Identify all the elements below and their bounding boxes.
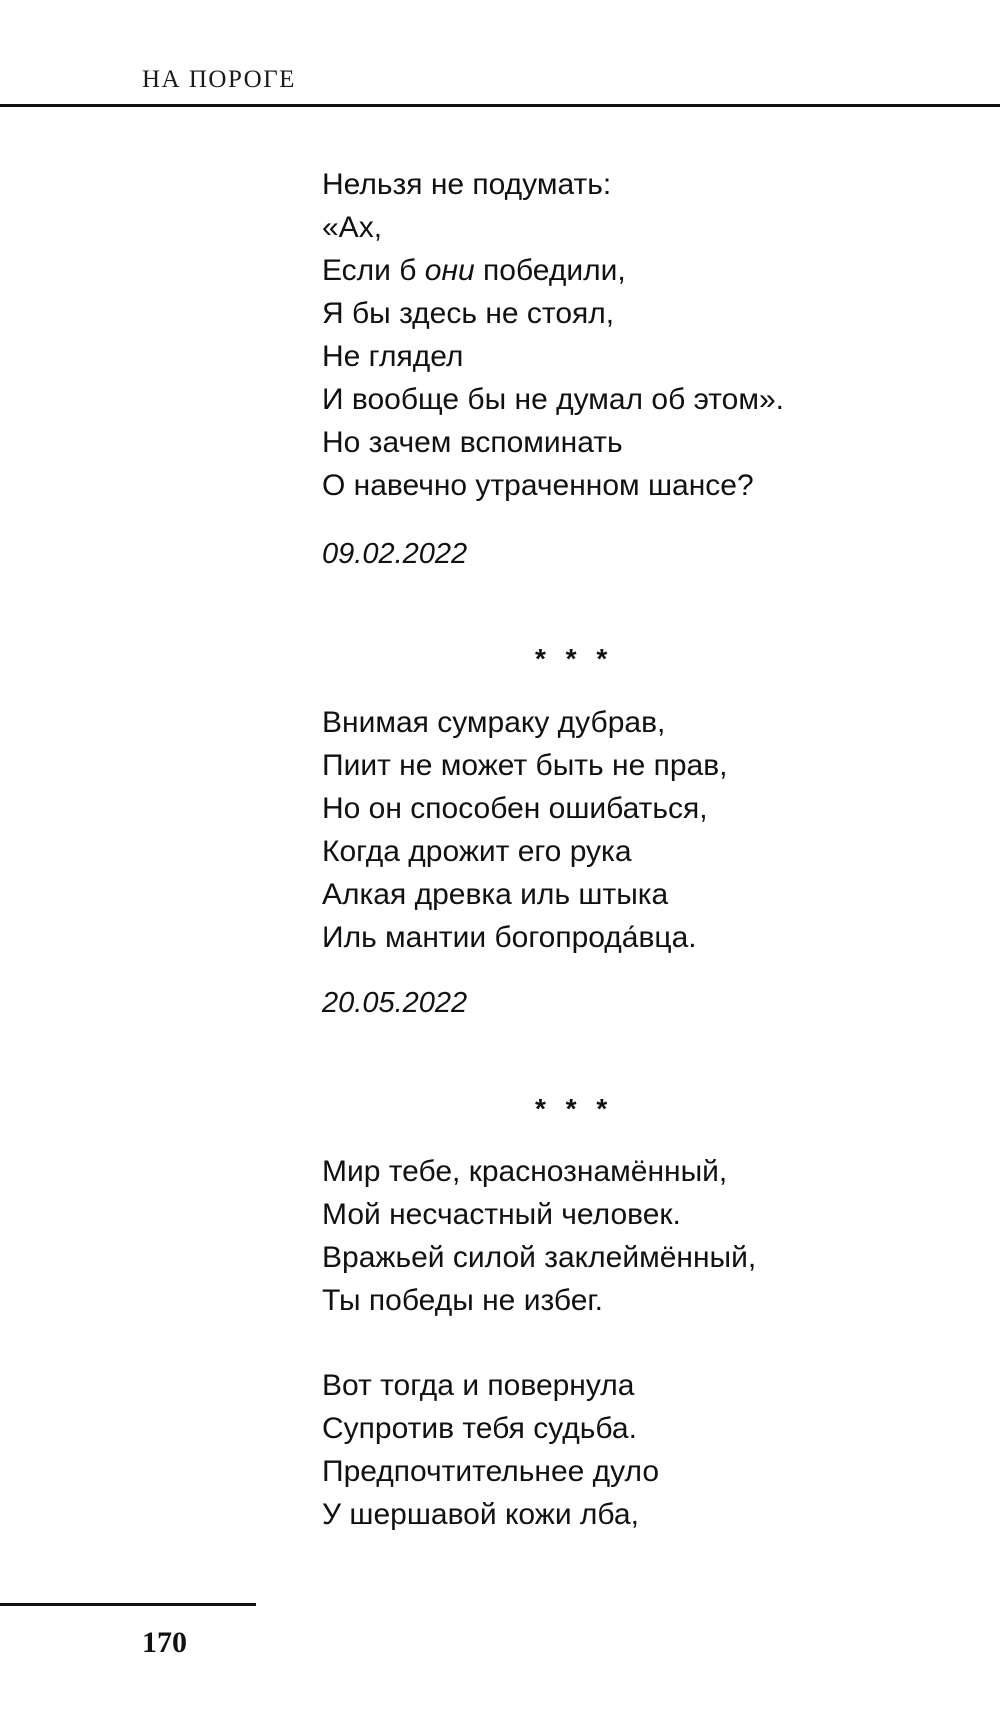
header-rule [0,104,1000,107]
poem-line: Вот тогда и повернула [322,1369,635,1402]
poem-line: Не глядел [322,340,464,373]
poem-date: 09.02.2022 [322,538,468,570]
poem-line: Когда дрожит его рука [322,835,632,868]
poem-line: Нельзя не подумать: [322,168,612,201]
poem-line: Ты победы не избег. [322,1284,604,1317]
poem-line: И вообще бы не думал об этом». [322,383,784,416]
poem-line: Мой несчастный человек. [322,1198,681,1231]
poem-line [322,254,626,288]
footer-rule [0,1603,256,1606]
poem-line: Но он способен ошибаться, [322,792,708,825]
poem-line: У шершавой кожи лба, [322,1498,639,1531]
poem-line-text: победили, [474,254,626,287]
stanza-separator: * * * [535,1093,614,1124]
poem-line: Мир тебе, краснознамённый, [322,1155,728,1188]
poem-line: Я бы здесь не стоял, [322,297,615,330]
poem-line: Пиит не может быть не прав, [322,749,728,782]
poem-line: Иль мантии богопрода́вца. [322,921,697,954]
poem-line: О навечно утраченном шансе? [322,469,754,502]
stanza-separator: * * * [535,643,614,674]
poem-date: 20.05.2022 [322,987,468,1019]
poem-line-emphasis: они [424,254,475,287]
running-head: НА ПОРОГЕ [142,66,296,93]
poem-line: Но зачем вспоминать [322,426,623,459]
poem-line: Вражьей силой заклеймённый, [322,1241,757,1274]
poem-line: Алкая древка иль штыка [322,878,669,911]
poem-line: Внимая сумраку дубрав, [322,706,666,739]
poem-line: Супротив тебя судьба. [322,1412,637,1445]
poem-line-text: Если б [322,254,425,287]
page-number: 170 [142,1626,187,1659]
poem-line: Предпочтительнее дуло [322,1455,660,1488]
poem-line: «Ах, [322,211,383,244]
